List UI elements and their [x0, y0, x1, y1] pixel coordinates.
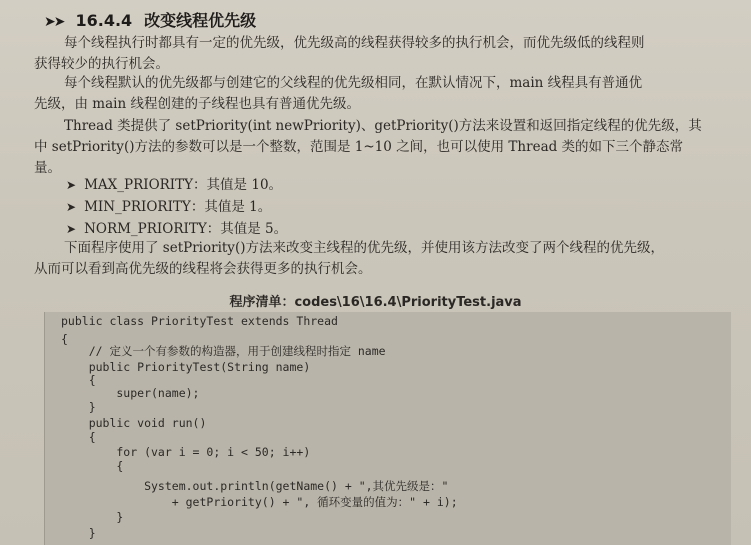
- code-line: public class PriorityTest extends Thread: [61, 314, 338, 328]
- arrow-bullet-icon: ➤: [66, 222, 77, 236]
- code-line: System.out.println(getName() + ",其优先级是：": [61, 479, 449, 493]
- paragraph-line: 中 setPriority()方法的参数可以是一个整数，范围是 1~10 之间，也可以使用 Thread 类的如下三个静态常: [34, 139, 684, 155]
- paragraph-line: 从而可以看到高优先级的线程将会获得更多的执行机会。: [34, 261, 372, 277]
- paragraph-4: [34, 238, 724, 280]
- list-item: [66, 174, 287, 196]
- code-line: }: [61, 526, 96, 540]
- paragraph-line: 获得较少的执行机会。: [34, 56, 169, 72]
- list-item: [66, 218, 287, 240]
- list-item: [66, 196, 287, 218]
- code-line: }: [61, 400, 96, 414]
- arrow-bullet-icon: ➤: [66, 200, 77, 214]
- code-line: {: [61, 373, 96, 387]
- paragraph-2: [34, 73, 724, 115]
- code-line: {: [61, 459, 124, 473]
- paragraph-line: 下面程序使用了 setPriority()方法来改变主线程的优先级，并使用该方法改变了两个线程的优先级，: [64, 240, 664, 256]
- section-heading: [44, 8, 256, 31]
- paragraph-line: Thread 类提供了 setPriority(int newPriority)、getPriority()方法来设置和返回指定线程的优先级，其: [64, 118, 702, 134]
- paragraph-line: 量。: [34, 160, 61, 176]
- code-line: {: [61, 332, 68, 346]
- section-marker: ➤➤: [44, 14, 64, 30]
- paragraph-line: 每个线程执行时都具有一定的优先级，优先级高的线程获得较多的执行机会，而优先级低的线程则: [64, 35, 645, 51]
- section-number: 16.4.4: [75, 11, 133, 30]
- paragraph-line: 先级，由 main 线程创建的子线程也具有普通优先级。: [34, 96, 360, 112]
- listing-title: 程序清单：codes\16\16.4\PriorityTest.java: [229, 295, 522, 310]
- paragraph-line: 每个线程默认的优先级都与创建它的父线程的优先级相同，在默认情况下，main 线程具有普通优: [64, 75, 643, 91]
- code-line: {: [61, 430, 96, 444]
- code-line: // 定义一个有参数的构造器，用于创建线程时指定 name: [61, 344, 386, 358]
- list-item-text: NORM_PRIORITY：其值是 5。: [84, 221, 288, 237]
- arrow-bullet-icon: ➤: [66, 178, 77, 192]
- code-line: for (var i = 0; i < 50; i++): [61, 445, 311, 459]
- code-line: public void run(): [61, 416, 207, 430]
- constant-list: [66, 174, 287, 240]
- paragraph-1: [34, 33, 724, 75]
- section-title: 改变线程优先级: [144, 11, 257, 30]
- code-line: super(name);: [61, 386, 200, 400]
- list-item-text: MAX_PRIORITY：其值是 10。: [84, 177, 283, 193]
- paragraph-3: [34, 116, 724, 179]
- code-line: + getPriority() + ", 循环变量的值为：" + i);: [61, 495, 458, 509]
- code-line: }: [61, 510, 124, 524]
- code-listing: [44, 312, 731, 545]
- list-item-text: MIN_PRIORITY：其值是 1。: [84, 199, 272, 215]
- code-line: public PriorityTest(String name): [61, 360, 311, 374]
